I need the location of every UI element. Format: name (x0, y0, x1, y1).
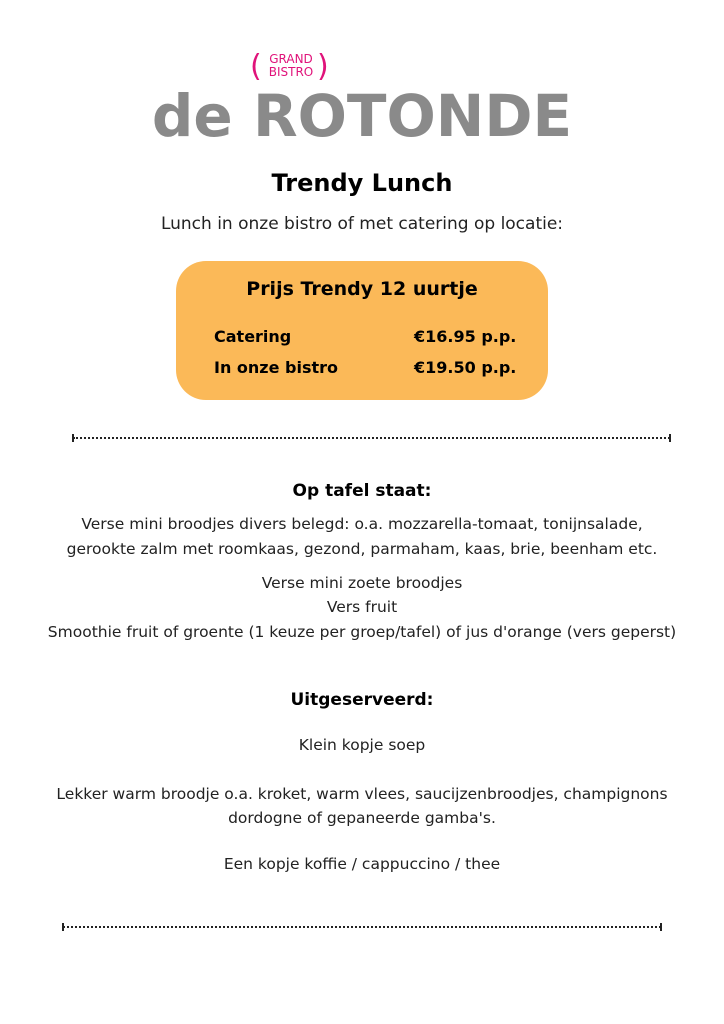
section-heading-uitgeserveerd: Uitgeserveerd: (290, 690, 434, 710)
logo-grand-text: GRAND (269, 52, 313, 66)
divider (63, 926, 661, 928)
section-heading-op-tafel: Op tafel staat: (292, 481, 432, 501)
page-title: Trendy Lunch (271, 169, 453, 197)
logo-bistro-text: BISTRO (268, 65, 314, 79)
logo-paren-open: ( (250, 49, 262, 84)
body-line: Klein kopje soep (298, 736, 426, 754)
body-line: Een kopje koffie / cappuccino / thee (223, 855, 501, 873)
logo-name: de ROTONDE (151, 82, 573, 150)
body-line: gerookte zalm met roomkaas, gezond, parmaham, kaas, brie, beenham etc. (66, 540, 658, 558)
price-box (176, 261, 548, 400)
divider (73, 437, 670, 439)
price-box-title: Prijs Trendy 12 uurtje (246, 278, 478, 300)
body-line: Verse mini zoete broodjes (261, 574, 463, 592)
body-line: Lekker warm broodje o.a. kroket, warm vlees, saucijzenbroodjes, champignons (56, 785, 668, 803)
body-line: Smoothie fruit of groente (1 keuze per groep/tafel) of jus d'orange (vers geperst) (47, 623, 677, 641)
body-line: dordogne of gepaneerde gamba's. (228, 809, 496, 827)
price-value: €19.50 p.p. (414, 358, 517, 377)
price-label: Catering (214, 327, 292, 346)
price-row-catering (214, 323, 534, 351)
body-line: Verse mini broodjes divers belegd: o.a. mozzarella-tomaat, tonijnsalade, (81, 515, 643, 533)
price-row-bistro (214, 354, 534, 382)
logo-paren-close: ) (317, 49, 329, 84)
price-label: In onze bistro (214, 358, 339, 377)
body-line: Vers fruit (326, 598, 398, 616)
page-subtitle: Lunch in onze bistro of met catering op locatie: (160, 214, 564, 234)
price-value: €16.95 p.p. (414, 327, 517, 346)
